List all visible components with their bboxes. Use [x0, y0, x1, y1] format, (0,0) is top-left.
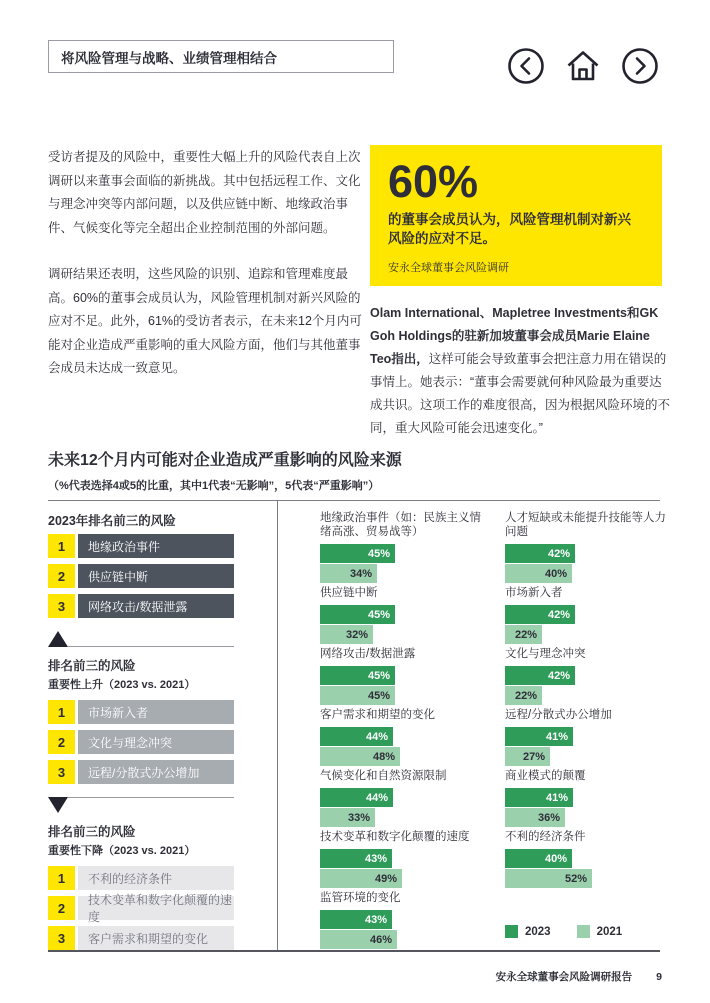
bar-value: 33%	[347, 811, 370, 824]
bar-2023	[505, 849, 572, 868]
bar-value: 40%	[544, 567, 567, 580]
quote-body: 这样可能会导致董事会把注意力用在错误的事情上。她表示：“董事会需要就何种风险最为重要达成共识。这项工作的难度很高，因为根据风险环境的不同，重大风险可能会迅速变化。”	[370, 352, 671, 435]
quote-attribution: Olam International、Mapletree Investments和GK Goh Holdings的驻新加坡董事会成员Marie Elaine Teo指出，	[370, 306, 659, 366]
bar-value: 22%	[514, 628, 537, 641]
ranking-section	[48, 656, 234, 784]
home-icon	[563, 46, 603, 86]
page-navigation	[506, 46, 660, 86]
bar-2021	[505, 869, 592, 888]
bar-2021	[320, 869, 402, 888]
bar-value: 34%	[349, 567, 372, 580]
stat-value: 60%	[388, 156, 479, 207]
bar-2023	[320, 788, 393, 807]
rank-row	[48, 564, 234, 588]
bottom-rule	[48, 950, 660, 952]
stat-callout	[370, 145, 662, 286]
vertical-divider	[277, 501, 278, 952]
bar-value: 44%	[365, 791, 388, 804]
bar-2023	[505, 788, 573, 807]
bar-2023	[505, 544, 575, 563]
rank-number: 2	[48, 896, 75, 920]
rank-number: 1	[48, 866, 75, 890]
bar-value: 52%	[564, 872, 587, 885]
down-triangle-icon	[48, 797, 68, 813]
rank-row	[48, 926, 234, 950]
bar-2021	[505, 686, 542, 705]
arrow-divider-line	[68, 646, 234, 647]
ranking-section-subtitle: 重要性上升（2023 vs. 2021）	[48, 679, 196, 691]
rank-row	[48, 594, 234, 618]
rank-label: 客户需求和期望的变化	[78, 926, 234, 950]
chart-item	[320, 891, 488, 949]
chart-item	[320, 511, 488, 583]
bar-value: 41%	[545, 730, 568, 743]
rank-number: 3	[48, 926, 75, 950]
chart-item	[505, 708, 673, 766]
legend-entry	[505, 925, 551, 938]
bar-2021	[320, 747, 400, 766]
bar-value: 32%	[345, 628, 368, 641]
bar-2021	[505, 808, 565, 827]
chevron-right-circle-icon	[620, 46, 660, 86]
chart-item	[320, 647, 488, 705]
legend-entry	[577, 925, 623, 938]
bar-2023	[320, 727, 393, 746]
chart-item-label: 监管环境的变化	[320, 892, 401, 904]
legend-label: 2021	[596, 925, 623, 938]
ranking-section	[48, 511, 234, 618]
chart-item-label: 市场新入者	[505, 587, 563, 599]
rank-row	[48, 534, 234, 558]
bar-value: 36%	[537, 811, 560, 824]
rank-label: 市场新入者	[78, 700, 234, 724]
chart-item	[505, 511, 673, 583]
bar-value: 43%	[364, 852, 387, 865]
quote-paragraph	[370, 302, 670, 440]
bar-2021	[505, 747, 550, 766]
chart-item	[320, 586, 488, 644]
page-number: 9	[656, 971, 662, 983]
rank-number: 1	[48, 700, 75, 724]
rank-number: 2	[48, 730, 75, 754]
bar-value: 42%	[547, 608, 570, 621]
bar-value: 45%	[367, 669, 390, 682]
bar-2021	[505, 625, 542, 644]
up-triangle-icon	[48, 631, 68, 647]
rank-label: 地缘政治事件	[78, 534, 234, 558]
chart-item-label: 技术变革和数字化颠覆的速度	[320, 831, 470, 843]
legend-swatch-icon	[505, 925, 518, 938]
bar-value: 45%	[367, 689, 390, 702]
chart-item-label: 供应链中断	[320, 587, 378, 599]
bar-2023	[505, 666, 575, 685]
rank-row	[48, 866, 234, 890]
intro-paragraph-2: 调研结果还表明，这些风险的识别、追踪和管理难度最高。60%的董事会成员认为，风险管理机制对新兴风险的应对不足。此外，61%的受访者表示，在未来12个月内可能对企业造成严重影响的重大风险方面，他们与其他董事会成员未达成一致意见。	[48, 267, 362, 375]
importance-down-arrow-icon	[48, 797, 234, 813]
section-title: 将风险管理与战略、业绩管理相结合	[61, 50, 277, 66]
intro-text	[48, 146, 363, 381]
bar-2021	[320, 808, 375, 827]
bar-2021	[320, 564, 377, 583]
bar-value: 42%	[547, 547, 570, 560]
rank-row	[48, 760, 234, 784]
importance-up-arrow-icon	[48, 631, 234, 647]
bar-2023	[320, 849, 392, 868]
bar-value: 27%	[522, 750, 545, 763]
rank-row	[48, 700, 234, 724]
bar-value: 40%	[544, 852, 567, 865]
bar-value: 46%	[369, 933, 392, 946]
home-button[interactable]	[563, 46, 603, 86]
bar-value: 22%	[514, 689, 537, 702]
footer-report-title: 安永全球董事会风险调研报告	[495, 971, 633, 983]
stat-description: 的董事会成员认为，风险管理机制对新兴风险的应对不足。	[388, 211, 631, 247]
rank-row	[48, 730, 234, 754]
chart-item	[505, 586, 673, 644]
previous-page-button[interactable]	[506, 46, 546, 86]
chart-item	[320, 769, 488, 827]
chevron-left-circle-icon	[506, 46, 546, 86]
rank-label: 技术变革和数字化颠覆的速度	[78, 896, 234, 920]
bar-2021	[320, 625, 373, 644]
bar-2023	[320, 666, 395, 685]
rank-number: 3	[48, 594, 75, 618]
bar-value: 44%	[365, 730, 388, 743]
rank-label: 不利的经济条件	[78, 866, 234, 890]
chart-subtitle: （%代表选择4或5的比重，其中1代表“无影响”，5代表“严重影响”）	[48, 480, 380, 492]
rank-label: 文化与理念冲突	[78, 730, 234, 754]
ranking-section-title: 2023年排名前三的风险	[48, 514, 176, 528]
chart-item-label: 人才短缺或未能提升技能等人力问题	[505, 512, 666, 538]
chart-item	[505, 830, 673, 888]
chart-legend	[505, 925, 622, 938]
rank-label: 远程/分散式办公增加	[78, 760, 234, 784]
chart-item	[320, 708, 488, 766]
bar-2021	[320, 930, 397, 949]
bar-value: 45%	[367, 608, 390, 621]
bar-2023	[320, 605, 395, 624]
legend-swatch-icon	[577, 925, 590, 938]
rank-number: 3	[48, 760, 75, 784]
rank-number: 1	[48, 534, 75, 558]
rank-label: 供应链中断	[78, 564, 234, 588]
bar-value: 42%	[547, 669, 570, 682]
chart-item	[505, 769, 673, 827]
rank-row	[48, 893, 234, 924]
stat-source: 安永全球董事会风险调研	[388, 261, 509, 274]
bar-value: 45%	[367, 547, 390, 560]
bar-2023	[505, 605, 575, 624]
chart-item-label: 远程/分散式办公增加	[505, 709, 612, 721]
section-title-box	[48, 40, 394, 73]
chart-item-label: 文化与理念冲突	[505, 648, 586, 660]
page-footer	[496, 969, 662, 984]
next-page-button[interactable]	[620, 46, 660, 86]
bar-value: 41%	[545, 791, 568, 804]
chart-item-label: 客户需求和期望的变化	[320, 709, 435, 721]
chart-item-label: 气候变化和自然资源限制	[320, 770, 447, 782]
chart-item-label: 网络攻击/数据泄露	[320, 648, 416, 660]
arrow-divider-line	[68, 797, 234, 798]
ranking-section	[48, 822, 234, 950]
chart-item-label: 商业模式的颠覆	[505, 770, 586, 782]
bar-value: 48%	[372, 750, 395, 763]
chart-item	[320, 830, 488, 888]
chart-column-1	[320, 511, 488, 952]
bar-2023	[320, 544, 395, 563]
chart-area	[48, 500, 666, 952]
bar-2021	[320, 686, 395, 705]
ranking-section-subtitle: 重要性下降（2023 vs. 2021）	[48, 845, 196, 857]
ranking-section-title: 排名前三的风险	[48, 659, 136, 673]
bar-value: 43%	[364, 913, 387, 926]
chart-item	[505, 647, 673, 705]
bar-2021	[505, 564, 572, 583]
chart-column-2	[505, 511, 673, 891]
ranking-section-title: 排名前三的风险	[48, 825, 136, 839]
chart-item-label: 不利的经济条件	[505, 831, 586, 843]
rank-label: 网络攻击/数据泄露	[78, 594, 234, 618]
intro-paragraph-1: 受访者提及的风险中，重要性大幅上升的风险代表自上次调研以来董事会面临的新挑战。其中包括远程工作、文化与理念冲突等内部问题，以及供应链中断、地缘政治事件、气候变化等完全超出企业控制范围的外部问题。	[48, 150, 361, 235]
chart-item-label: 地缘政治事件（如：民族主义情绪高涨、贸易战等）	[320, 512, 481, 538]
bar-value: 49%	[374, 872, 397, 885]
bar-2023	[505, 727, 573, 746]
rank-number: 2	[48, 564, 75, 588]
ranking-sidebar	[48, 511, 234, 956]
chart-title: 未来12个月内可能对企业造成严重影响的风险来源	[48, 452, 402, 469]
bar-2023	[320, 910, 392, 929]
legend-label: 2023	[525, 925, 551, 938]
